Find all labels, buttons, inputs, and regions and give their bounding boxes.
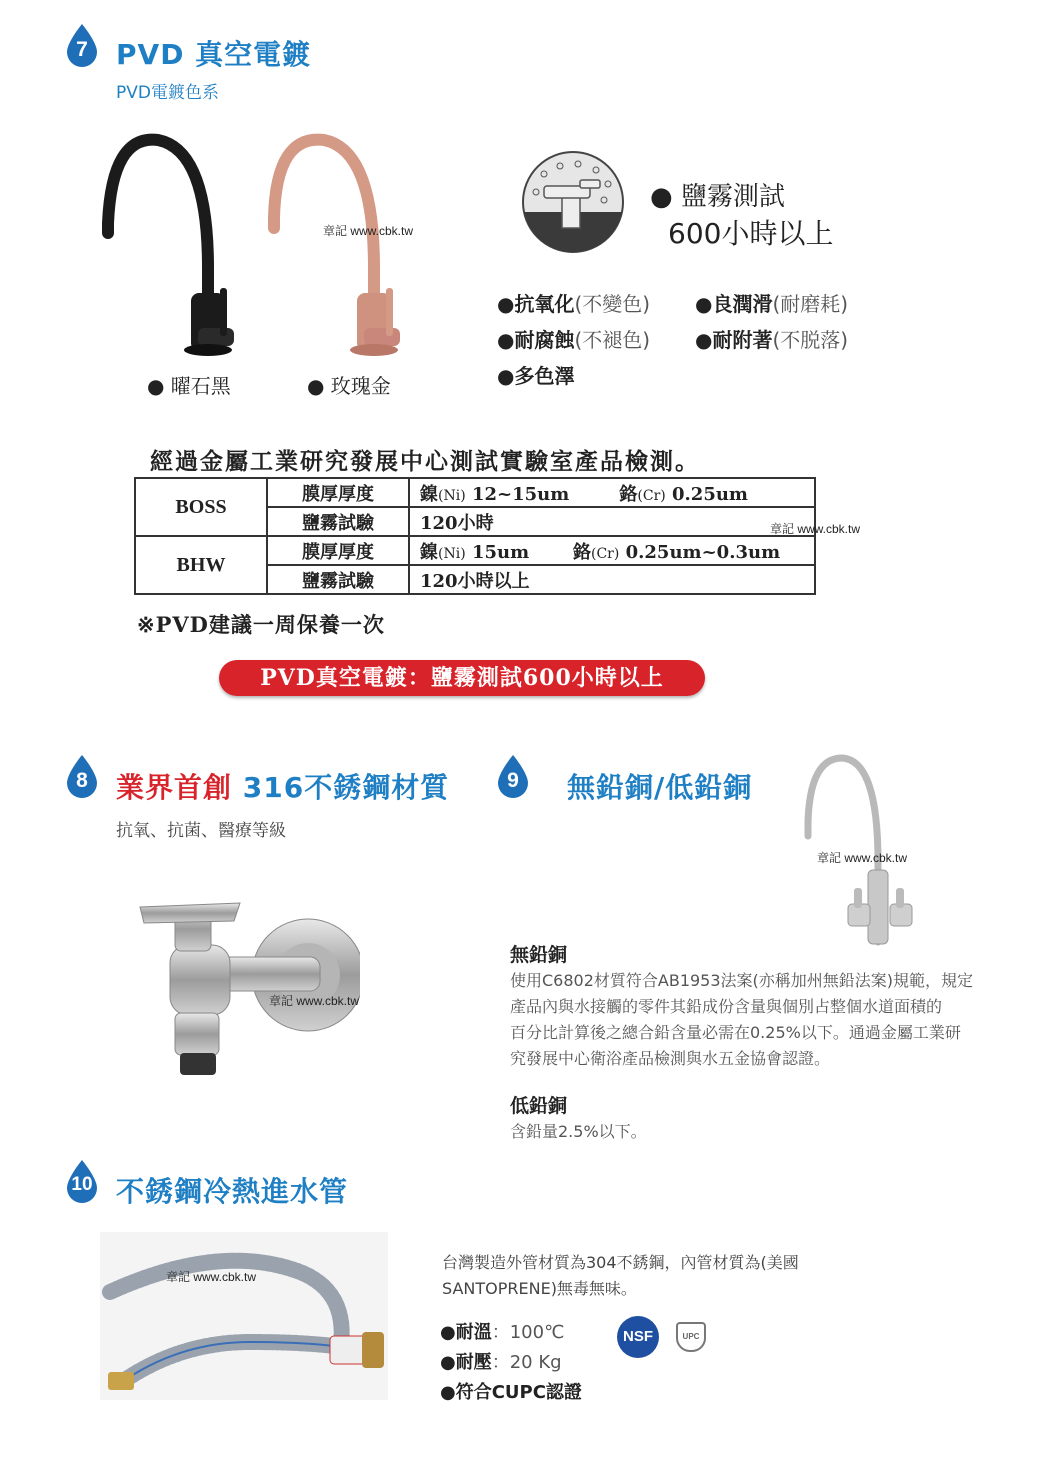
lead-free-heading: 無鉛銅 <box>510 944 568 966</box>
feature-oxidation: ●抗氧化(不變色) <box>497 292 651 316</box>
model-boss: BOSS <box>135 478 267 536</box>
hose-description: 台灣製造外管材質為304不銹鋼，內管材質為(美國 SANTOPRENE)無毒無味。 <box>442 1253 799 1298</box>
section-10-number: 10 <box>71 1174 93 1195</box>
attr-thickness: 膜厚厚度 <box>267 478 409 507</box>
watermark: 章記 www.cbk.tw <box>166 1270 257 1284</box>
bhw-thickness-value: 鎳(Ni) 15um 鉻(Cr) 0.25um~0.3um <box>409 536 815 565</box>
lead-free-description: 使用C6802材質符合AB1953法案(亦稱加州無鉛法案)規範，規定 產品內與水接觸的零件其鉛成份含量與個別占整個水道面積的 百分比計算後之總合鉛含量必需在0.25%以下。通過金屬工業研 究發展中心衛浴產品檢測與水五金協會認證。 <box>510 971 974 1068</box>
salt-spray-test-icon <box>514 150 632 254</box>
rose-gold-faucet-image <box>262 128 412 358</box>
section-9-number: 9 <box>507 769 519 792</box>
low-lead-heading: 低鉛銅 <box>510 1095 568 1117</box>
obsidian-black-label: ● 曜石黑 <box>147 374 231 398</box>
section-10-title: 不銹鋼冷熱進水管 <box>116 1175 349 1208</box>
model-bhw: BHW <box>135 536 267 594</box>
salt-test-value: 600小時以上 <box>668 217 834 250</box>
bhw-salt-value: 120小時以上 <box>409 565 815 594</box>
hose-pressure: ●耐壓：20 Kg <box>440 1352 562 1373</box>
boss-salt-value: 120小時 <box>409 507 815 536</box>
section-8-number: 8 <box>76 769 88 792</box>
attr-thickness: 膜厚厚度 <box>267 536 409 565</box>
test-heading: 經過金屬工業研究發展中心測試實驗室產品檢測。 <box>150 448 700 475</box>
feature-lubrication: ●良潤滑(耐磨耗) <box>695 292 849 316</box>
feature-corrosion: ●耐腐蝕(不褪色) <box>497 328 651 352</box>
salt-test-label: ● 鹽霧測試 <box>650 182 785 212</box>
pvd-spec-table <box>134 477 816 595</box>
watermark: 章記 www.cbk.tw <box>817 851 908 865</box>
stainless-steel-tap-image <box>130 885 360 1085</box>
hose-temperature: ●耐溫：100℃ <box>440 1322 565 1343</box>
section-9-title: 無鉛銅/低鉛銅 <box>567 771 753 804</box>
boss-thickness-value: 鎳(Ni) 12~15um 鉻(Cr) 0.25um <box>409 478 815 507</box>
feature-adhesion: ●耐附著(不脱落) <box>695 328 849 352</box>
maintenance-note: ※PVD建議一周保養一次 <box>137 612 385 637</box>
feature-colors: ●多色澤 <box>497 364 575 388</box>
watermark: 章記 www.cbk.tw <box>269 994 360 1008</box>
upc-logo-icon: UPC <box>676 1322 706 1352</box>
low-lead-description: 含鉛量2.5%以下。 <box>510 1122 647 1141</box>
attr-salt: 鹽霧試驗 <box>267 507 409 536</box>
section-8-title: 業界首創 316不銹鋼材質 <box>116 771 450 804</box>
table-row <box>135 536 815 565</box>
section-8-subtitle: 抗氧、抗菌、醫療等級 <box>116 821 286 841</box>
section-7-number: 7 <box>76 38 88 61</box>
table-row <box>135 478 815 507</box>
section-7-title: PVD 真空電鍍 <box>116 38 312 71</box>
section-7-subtitle: PVD電鍍色系 <box>116 83 219 103</box>
watermark: 章記 www.cbk.tw <box>323 224 414 238</box>
obsidian-black-faucet-image <box>98 128 248 358</box>
rose-gold-label: ● 玫瑰金 <box>307 374 391 398</box>
pvd-banner: PVD真空電鍍：鹽霧測試600小時以上 <box>219 660 705 696</box>
nsf-logo-icon: NSF <box>617 1316 659 1358</box>
attr-salt: 鹽霧試驗 <box>267 565 409 594</box>
hose-certification: ●符合CUPC認證 <box>440 1382 582 1403</box>
watermark: 章記 www.cbk.tw <box>770 522 861 536</box>
braided-water-hose-image <box>100 1232 388 1400</box>
